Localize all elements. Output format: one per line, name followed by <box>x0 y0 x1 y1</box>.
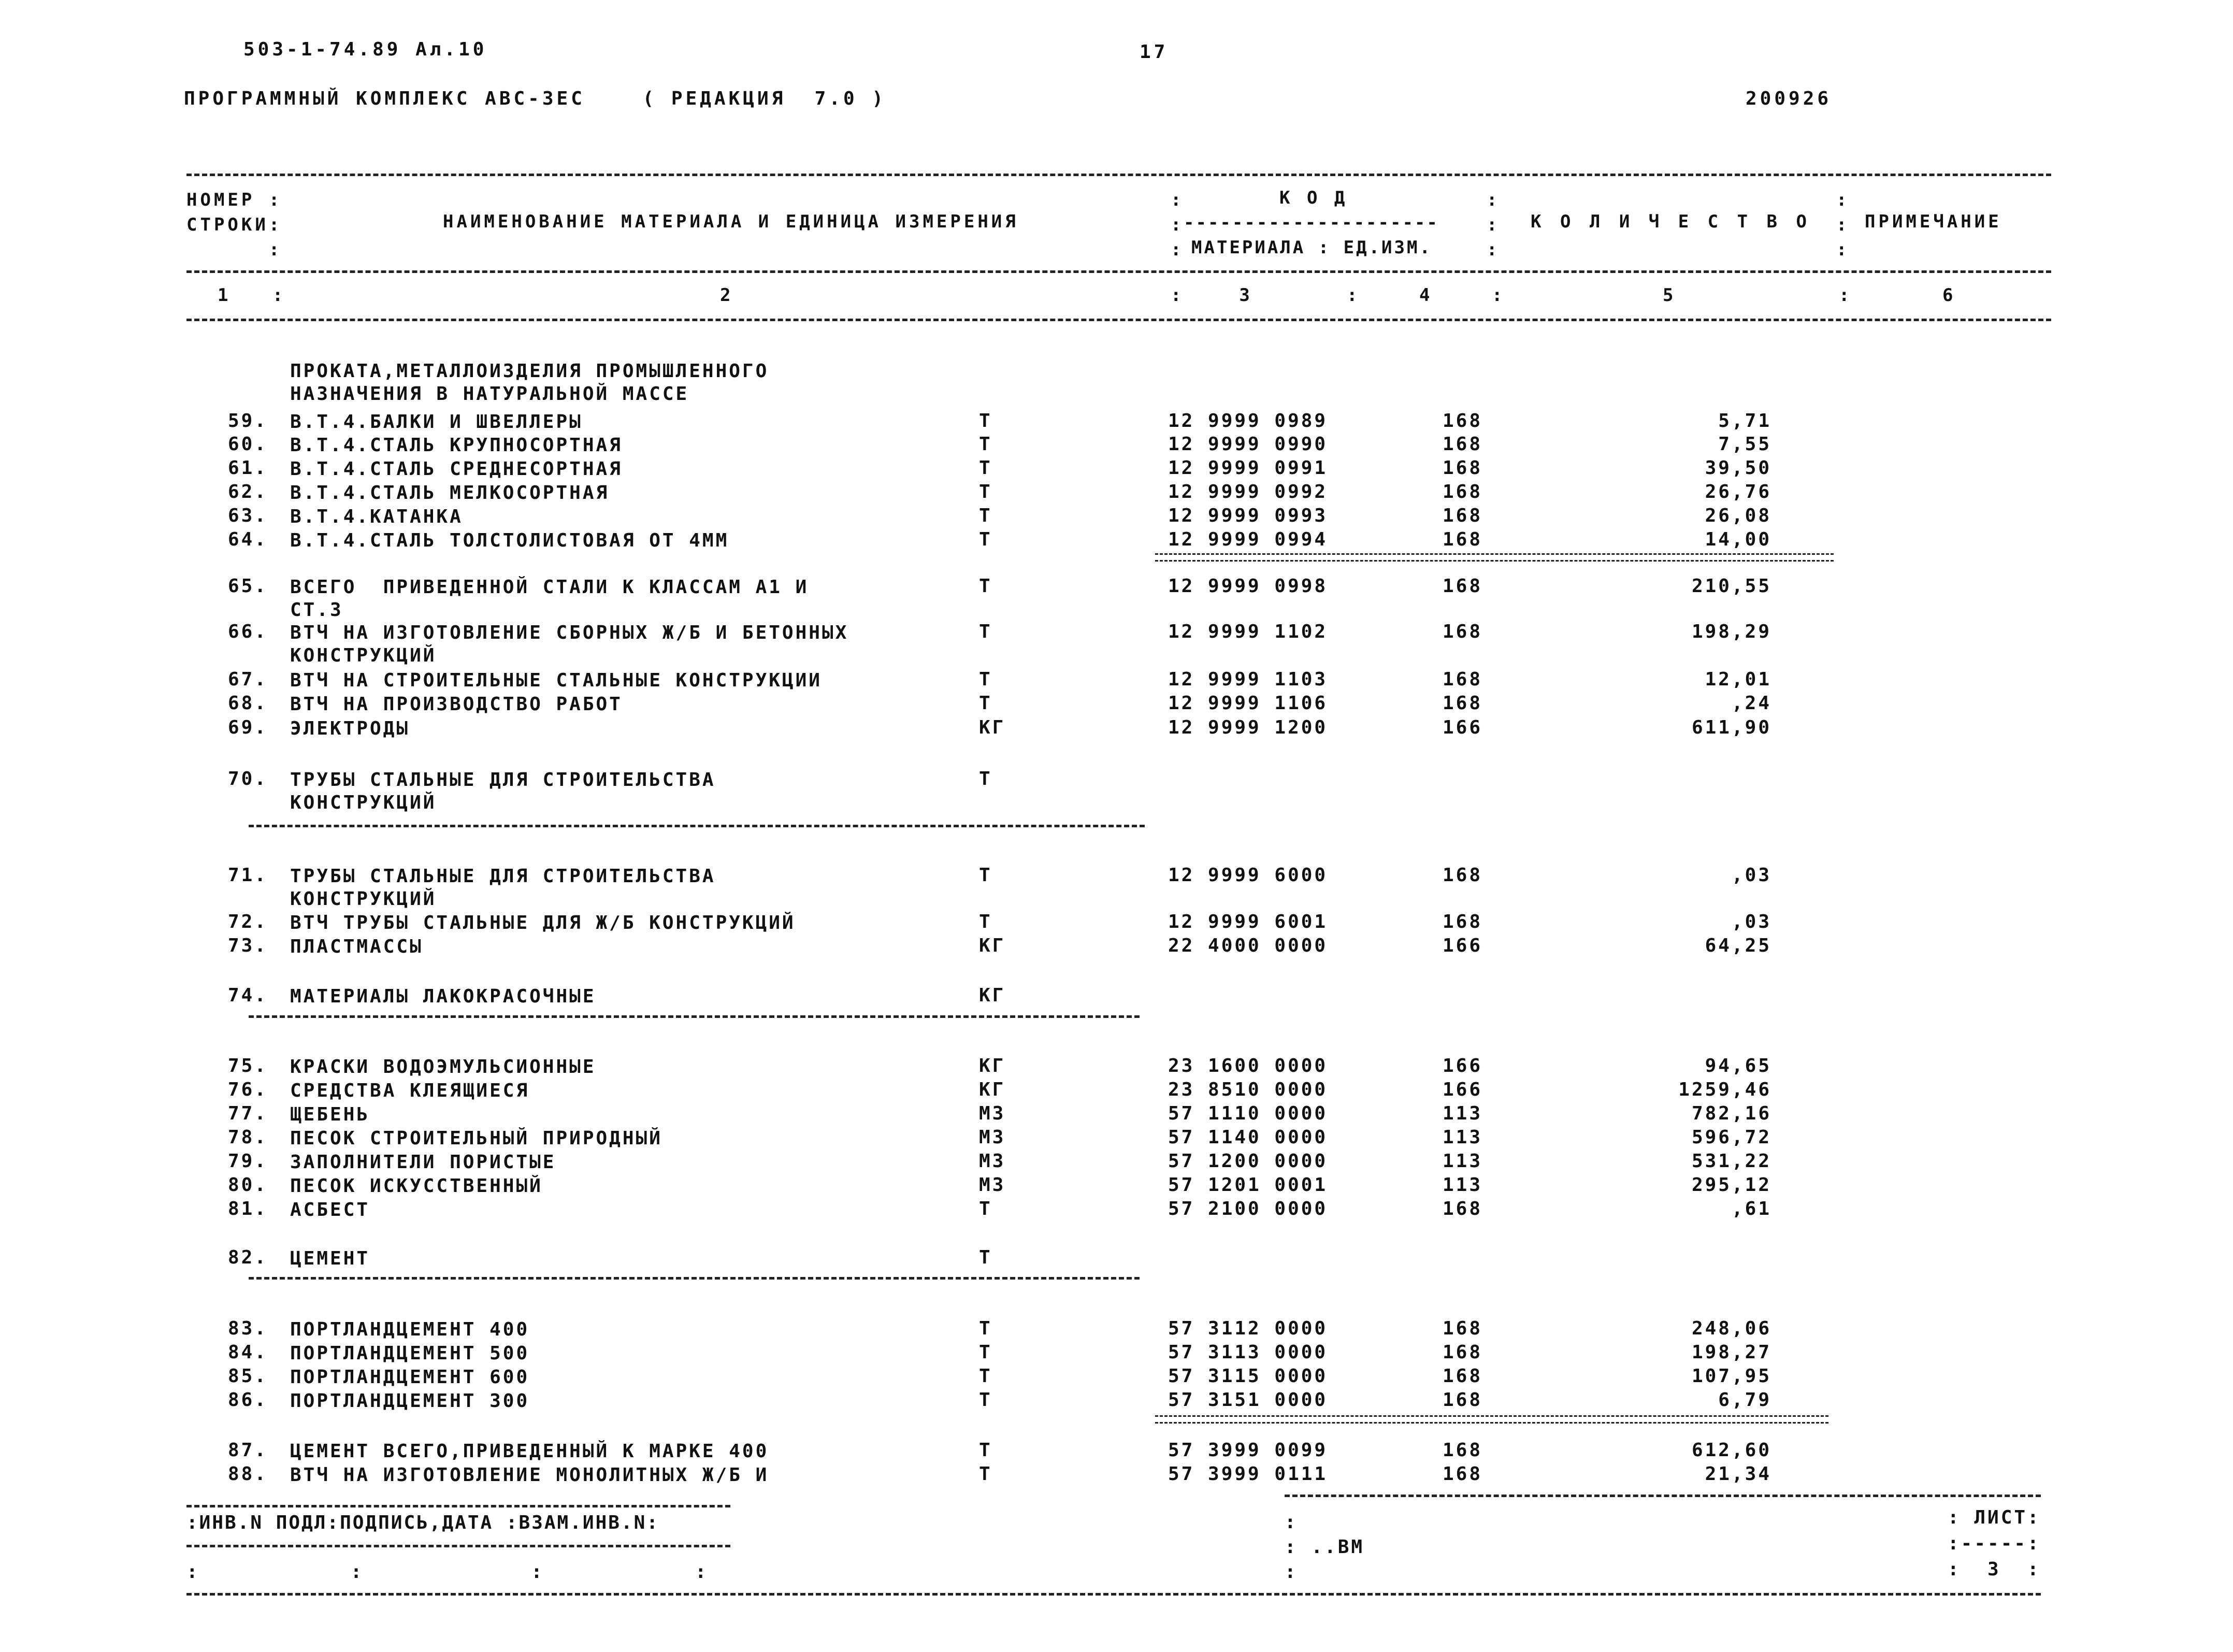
row-no: 82. <box>228 1247 268 1268</box>
row-unit: Т <box>979 1198 992 1219</box>
row-no: 86. <box>228 1389 268 1411</box>
group-rule-70 <box>249 825 1145 827</box>
row-qty: ,24 <box>1731 693 1771 714</box>
row-code: 12 9999 1106 <box>1168 693 1328 714</box>
row-name: ЦЕМЕНТ <box>290 1248 370 1269</box>
row-code: 57 1201 0001 <box>1168 1174 1328 1196</box>
header-mid-rule <box>186 270 2051 273</box>
row-name: АСБЕСТ <box>290 1199 370 1220</box>
row-qty: 107,95 <box>1691 1366 1771 1387</box>
group-rule-74 <box>249 1015 1140 1018</box>
row-ucode: 113 <box>1443 1174 1483 1196</box>
row-no: 71. <box>228 865 268 886</box>
row-name: В.Т.4.БАЛКИ И ШВЕЛЛЕРЫ <box>290 411 583 433</box>
row-code: 12 9999 0993 <box>1168 505 1328 526</box>
row-no: 61. <box>228 457 268 479</box>
row-no: 72. <box>228 911 268 932</box>
footer-rule-bottom <box>186 1593 2041 1596</box>
row-unit: КГ <box>979 985 1006 1006</box>
row-code: 12 9999 0991 <box>1168 457 1328 479</box>
row-no: 64. <box>228 529 268 550</box>
row-ucode: 168 <box>1443 1440 1483 1461</box>
row-unit: Т <box>979 410 992 432</box>
row-no: 68. <box>228 693 268 714</box>
row-no: 73. <box>228 935 268 956</box>
row-name: ПЕСОК СТРОИТЕЛЬНЫЙ ПРИРОДНЫЙ <box>290 1128 662 1149</box>
row-unit: Т <box>979 768 992 789</box>
row-no: 65. <box>228 576 268 597</box>
row-no: 67. <box>228 669 268 690</box>
row-code: 57 3999 0099 <box>1168 1440 1328 1461</box>
row-no: 77. <box>228 1103 268 1124</box>
row-no: 83. <box>228 1318 268 1339</box>
row-unit: М3 <box>979 1151 1006 1172</box>
row-name: КРАСКИ ВОДОЭМУЛЬСИОННЫЕ <box>290 1056 596 1078</box>
header-material-unit: МАТЕРИАЛА : ЕД.ИЗМ. <box>1191 237 1432 258</box>
row-ucode: 168 <box>1443 529 1483 550</box>
subtotal-rule-2 <box>1155 1415 1828 1424</box>
col-separator-3-4: : <box>1347 285 1361 306</box>
row-name: ЗАПОЛНИТЕЛИ ПОРИСТЫЕ <box>290 1152 556 1173</box>
row-unit: М3 <box>979 1174 1006 1196</box>
header-quantity-colons: : : : <box>1836 190 1850 260</box>
row-ucode: 168 <box>1443 1389 1483 1411</box>
row-unit: Т <box>979 1440 992 1461</box>
row-code: 12 9999 0994 <box>1168 529 1328 550</box>
row-unit: КГ <box>979 1055 1006 1076</box>
row-unit: Т <box>979 911 992 932</box>
row-code: 57 2100 0000 <box>1168 1198 1328 1219</box>
row-no: 69. <box>228 717 268 738</box>
row-name: ВСЕГО ПРИВЕДЕННОЙ СТАЛИ К КЛАССАМ А1 И СТ.3 <box>290 577 809 621</box>
row-qty: 64,25 <box>1705 935 1771 956</box>
row-name: ПОРТЛАНДЦЕМЕНТ 400 <box>290 1319 530 1340</box>
row-ucode: 166 <box>1443 717 1483 738</box>
row-qty: ,03 <box>1731 865 1771 886</box>
row-ucode: 168 <box>1443 669 1483 690</box>
row-name: ПЕСОК ИСКУССТВЕННЫЙ <box>290 1175 543 1197</box>
row-unit: Т <box>979 621 992 642</box>
row-no: 88. <box>228 1463 268 1485</box>
row-code: 12 9999 6001 <box>1168 911 1328 932</box>
header-code: К О Д <box>1279 188 1348 208</box>
row-ucode: 168 <box>1443 457 1483 479</box>
row-qty: 198,27 <box>1691 1342 1771 1363</box>
row-no: 59. <box>228 410 268 432</box>
row-qty: 14,00 <box>1705 529 1771 550</box>
row-qty: 531,22 <box>1691 1151 1771 1172</box>
row-code: 57 3112 0000 <box>1168 1318 1328 1339</box>
row-unit: М3 <box>979 1127 1006 1148</box>
row-name: ЩЕБЕНЬ <box>290 1104 370 1125</box>
row-qty: 94,65 <box>1705 1055 1771 1076</box>
row-unit: КГ <box>979 1079 1006 1100</box>
row-unit: Т <box>979 481 992 502</box>
col-separator-5-6: : <box>1839 285 1853 306</box>
row-code: 23 1600 0000 <box>1168 1055 1328 1076</box>
row-no: 80. <box>228 1174 268 1196</box>
row-unit: Т <box>979 505 992 526</box>
row-unit: Т <box>979 1342 992 1363</box>
row-qty: 596,72 <box>1691 1127 1771 1148</box>
row-qty: 295,12 <box>1691 1174 1771 1196</box>
row-qty: 26,76 <box>1705 481 1771 502</box>
row-ucode: 168 <box>1443 1463 1483 1485</box>
row-qty: 39,50 <box>1705 457 1771 479</box>
row-qty: 611,90 <box>1691 717 1771 738</box>
row-no: 87. <box>228 1440 268 1461</box>
row-qty: 6,79 <box>1718 1389 1771 1411</box>
row-no: 70. <box>228 768 268 789</box>
col-separator-4-5: : <box>1492 285 1506 306</box>
row-ucode: 113 <box>1443 1127 1483 1148</box>
row-ucode: 168 <box>1443 865 1483 886</box>
row-ucode: 168 <box>1443 410 1483 432</box>
row-code: 12 9999 0990 <box>1168 434 1328 455</box>
row-ucode: 168 <box>1443 1342 1483 1363</box>
row-name: ПЛАСТМАССЫ <box>290 936 423 957</box>
row-unit: КГ <box>979 935 1006 956</box>
row-unit: Т <box>979 434 992 455</box>
row-ucode: 166 <box>1443 1079 1483 1100</box>
row-unit: Т <box>979 457 992 479</box>
row-no: 63. <box>228 505 268 526</box>
row-no: 78. <box>228 1127 268 1148</box>
row-unit: Т <box>979 693 992 714</box>
doc-code: 503-1-74.89 Ал.10 <box>243 39 487 60</box>
table-top-rule <box>186 174 2051 176</box>
footer-rule-right-top <box>1285 1495 2041 1497</box>
row-code: 12 9999 1200 <box>1168 717 1328 738</box>
col-number-6: 6 <box>1942 285 1956 306</box>
row-unit: КГ <box>979 717 1006 738</box>
row-unit: Т <box>979 669 992 690</box>
row-qty: 198,29 <box>1691 621 1771 642</box>
row-qty: 210,55 <box>1691 576 1771 597</box>
row-no: 84. <box>228 1342 268 1363</box>
sheet-divider: :-----: <box>1948 1533 2041 1554</box>
page-number: 17 <box>1140 41 1169 63</box>
row-qty: 1259,46 <box>1678 1079 1771 1100</box>
row-name: ТРУБЫ СТАЛЬНЫЕ ДЛЯ СТРОИТЕЛЬСТВА КОНСТРУКЦИЙ <box>290 866 716 910</box>
row-qty: ,61 <box>1731 1198 1771 1219</box>
row-qty: 782,16 <box>1691 1103 1771 1124</box>
row-qty: 7,55 <box>1718 434 1771 455</box>
row-code: 12 9999 1103 <box>1168 669 1328 690</box>
col-number-4: 4 <box>1419 285 1433 306</box>
row-ucode: 168 <box>1443 481 1483 502</box>
row-name: ЭЛЕКТРОДЫ <box>290 718 410 739</box>
row-qty: 26,08 <box>1705 505 1771 526</box>
row-no: 74. <box>228 985 268 1006</box>
row-qty: 12,01 <box>1705 669 1771 690</box>
row-unit: Т <box>979 1389 992 1411</box>
row-unit: М3 <box>979 1103 1006 1124</box>
row-code: 12 9999 1102 <box>1168 621 1328 642</box>
row-code: 23 8510 0000 <box>1168 1079 1328 1100</box>
row-code: 57 3115 0000 <box>1168 1366 1328 1387</box>
row-code: 12 9999 0989 <box>1168 410 1328 432</box>
header-quantity: К О Л И Ч Е С Т В О <box>1531 211 1811 232</box>
row-name: В.Т.4.СТАЛЬ СРЕДНЕСОРТНАЯ <box>290 458 623 480</box>
header-row-number: НОМЕР : СТРОКИ: : <box>186 190 283 260</box>
row-name: В.Т.4.СТАЛЬ ТОЛСТОЛИСТОВАЯ ОТ 4ММ <box>290 530 729 551</box>
row-name: ЦЕМЕНТ ВСЕГО,ПРИВЕДЕННЫЙ К МАРКЕ 400 <box>290 1441 769 1462</box>
header-code-colons-right: : : : <box>1487 190 1501 260</box>
header-material-name: НАИМЕНОВАНИЕ МАТЕРИАЛА И ЕДИНИЦА ИЗМЕРЕНИЯ <box>443 211 1019 232</box>
row-ucode: 113 <box>1443 1103 1483 1124</box>
header-note: ПРИМЕЧАНИЕ <box>1865 211 2002 232</box>
row-unit: Т <box>979 865 992 886</box>
row-qty: 21,34 <box>1705 1463 1771 1485</box>
row-ucode: 166 <box>1443 1055 1483 1076</box>
row-name: ВТЧ НА ПРОИЗВОДСТВО РАБОТ <box>290 694 623 715</box>
program-title: ПРОГРАММНЫЙ КОМПЛЕКС АВС-ЗЕС ( РЕДАКЦИЯ 7.0 ) <box>184 88 887 109</box>
row-name: ПОРТЛАНДЦЕМЕНТ 600 <box>290 1367 530 1388</box>
row-name: В.Т.4.КАТАНКА <box>290 506 463 527</box>
row-no: 79. <box>228 1151 268 1172</box>
row-unit: Т <box>979 576 992 597</box>
row-name: МАТЕРИАЛЫ ЛАКОКРАСОЧНЫЕ <box>290 986 596 1007</box>
header-code-colons-left: : : : <box>1171 190 1185 260</box>
row-ucode: 168 <box>1443 1318 1483 1339</box>
row-name: ТРУБЫ СТАЛЬНЫЕ ДЛЯ СТРОИТЕЛЬСТВА КОНСТРУКЦИЙ <box>290 769 716 813</box>
col-number-5: 5 <box>1663 285 1677 306</box>
row-name: ВТЧ НА СТРОИТЕЛЬНЫЕ СТАЛЬНЫЕ КОНСТРУКЦИИ <box>290 670 822 691</box>
row-no: 60. <box>228 434 268 455</box>
row-unit: Т <box>979 1247 992 1268</box>
row-unit: Т <box>979 1366 992 1387</box>
section-heading: ПРОКАТА,МЕТАЛЛОИЗДЕЛИЯ ПРОМЫШЛЕННОГО НАЗНАЧЕНИЯ В НАТУРАЛЬНОЙ МАССЕ <box>290 361 769 405</box>
center-mark: : : ..ВМ : <box>1285 1512 1365 1583</box>
row-code: 12 9999 0998 <box>1168 576 1328 597</box>
row-code: 22 4000 0000 <box>1168 935 1328 956</box>
footer-rule-left-top <box>186 1505 730 1507</box>
row-name: В.Т.4.СТАЛЬ КРУПНОСОРТНАЯ <box>290 435 623 456</box>
row-ucode: 168 <box>1443 576 1483 597</box>
row-no: 85. <box>228 1366 268 1387</box>
row-name: ВТЧ ТРУБЫ СТАЛЬНЫЕ ДЛЯ Ж/Б КОНСТРУКЦИЙ <box>290 912 796 933</box>
row-ucode: 166 <box>1443 935 1483 956</box>
row-ucode: 168 <box>1443 1198 1483 1219</box>
row-ucode: 168 <box>1443 911 1483 932</box>
row-ucode: 168 <box>1443 1366 1483 1387</box>
header-code-divider: --------------------- <box>1184 212 1439 233</box>
col-number-2: 2 <box>720 285 734 306</box>
row-ucode: 168 <box>1443 621 1483 642</box>
col-number-1: 1 : <box>218 285 286 306</box>
row-ucode: 168 <box>1443 505 1483 526</box>
row-no: 62. <box>228 481 268 502</box>
row-code: 57 3151 0000 <box>1168 1389 1328 1411</box>
row-unit: Т <box>979 1463 992 1485</box>
stamp-labels: :ИНВ.N ПОДЛ:ПОДПИСЬ,ДАТА :ВЗАМ.ИНВ.N: <box>186 1512 659 1533</box>
row-name: ПОРТЛАНДЦЕМЕНТ 300 <box>290 1390 530 1412</box>
row-code: 57 3999 0111 <box>1168 1463 1328 1485</box>
row-code: 12 9999 6000 <box>1168 865 1328 886</box>
row-qty: ,03 <box>1731 911 1771 932</box>
row-no: 76. <box>228 1079 268 1100</box>
subtotal-rule-1 <box>1155 553 1834 562</box>
row-code: 57 1110 0000 <box>1168 1103 1328 1124</box>
row-name: ВТЧ НА ИЗГОТОВЛЕНИЕ СБОРНЫХ Ж/Б И БЕТОННЫХ КОНСТРУКЦИЙ <box>290 622 849 666</box>
row-qty: 5,71 <box>1718 410 1771 432</box>
row-qty: 612,60 <box>1691 1440 1771 1461</box>
row-name: В.Т.4.СТАЛЬ МЕЛКОСОРТНАЯ <box>290 482 610 504</box>
sheet-label: : ЛИСТ: <box>1948 1507 2041 1528</box>
row-ucode: 168 <box>1443 693 1483 714</box>
row-name: ПОРТЛАНДЦЕМЕНТ 500 <box>290 1343 530 1364</box>
row-name: СРЕДСТВА КЛЕЯЩИЕСЯ <box>290 1080 530 1101</box>
row-code: 57 1200 0000 <box>1168 1151 1328 1172</box>
group-rule-82 <box>249 1277 1140 1280</box>
row-no: 66. <box>228 621 268 642</box>
row-ucode: 168 <box>1443 434 1483 455</box>
col-number-3: : 3 <box>1171 285 1253 306</box>
stamp-cells: : : : : <box>186 1561 712 1583</box>
row-code: 57 3113 0000 <box>1168 1342 1328 1363</box>
sheet-number: : 3 : <box>1948 1559 2041 1580</box>
row-code: 57 1140 0000 <box>1168 1127 1328 1148</box>
row-ucode: 113 <box>1443 1151 1483 1172</box>
row-qty: 248,06 <box>1691 1318 1771 1339</box>
row-name: ВТЧ НА ИЗГОТОВЛЕНИЕ МОНОЛИТНЫХ Ж/Б И <box>290 1464 769 1486</box>
footer-rule-left-mid <box>186 1545 730 1547</box>
header-bottom-rule <box>186 319 2051 321</box>
row-unit: Т <box>979 1318 992 1339</box>
row-unit: Т <box>979 529 992 550</box>
row-no: 81. <box>228 1198 268 1219</box>
row-no: 75. <box>228 1055 268 1076</box>
row-code: 12 9999 0992 <box>1168 481 1328 502</box>
document-id: 200926 <box>1746 88 1832 109</box>
